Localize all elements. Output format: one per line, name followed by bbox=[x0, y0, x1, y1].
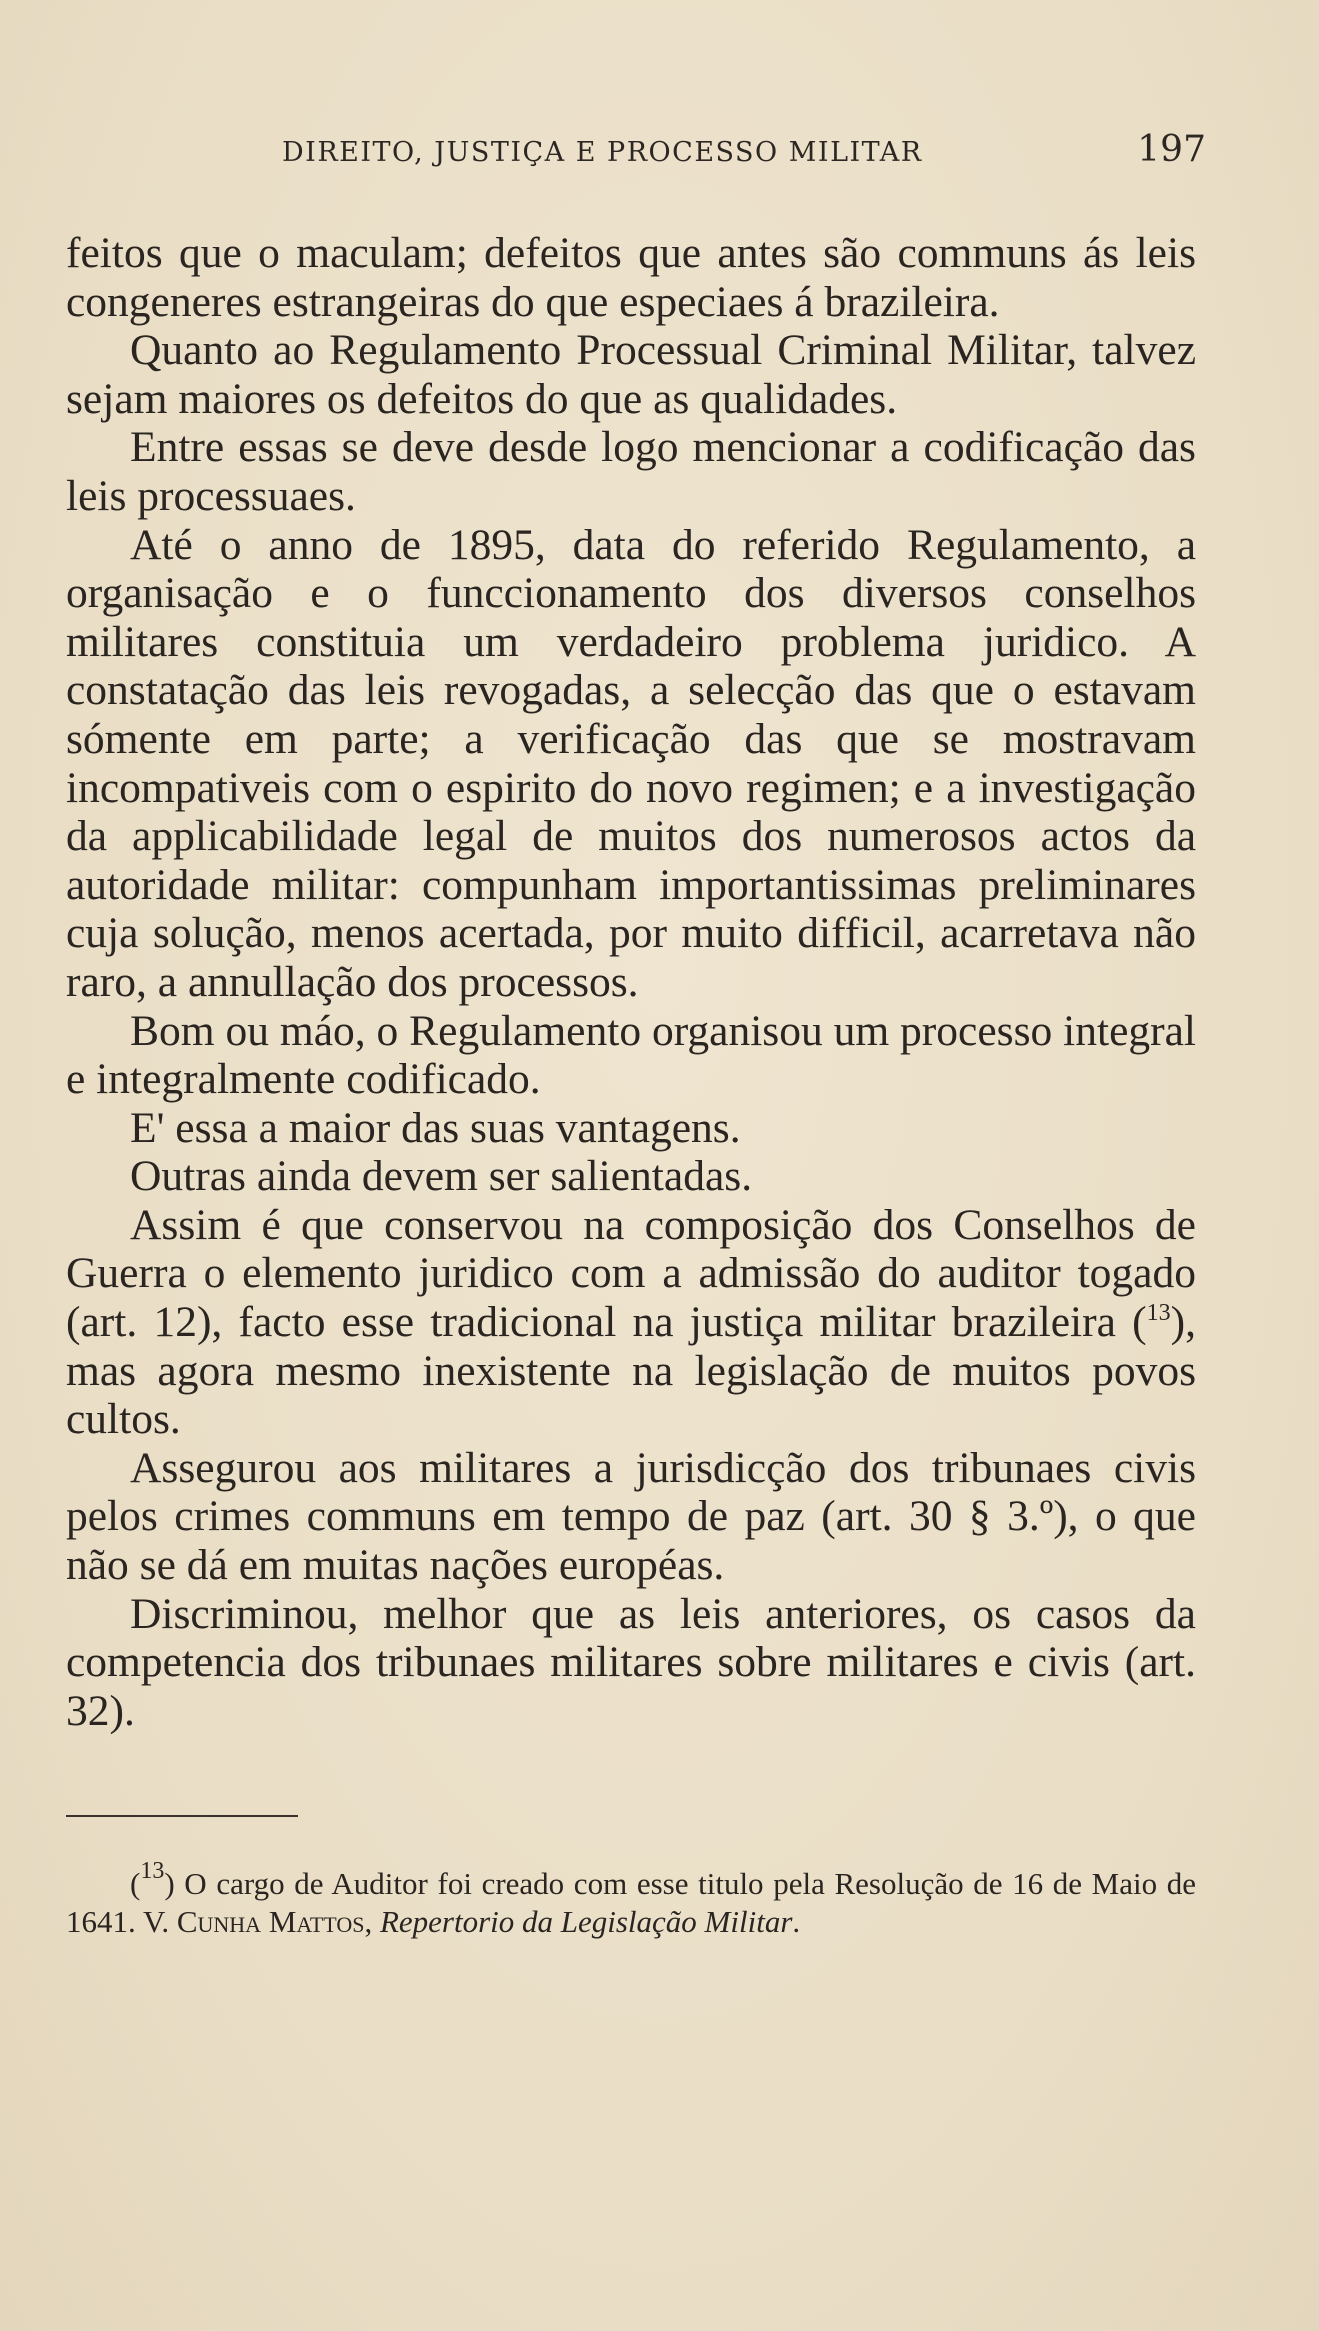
footnote-punct: . bbox=[792, 1904, 801, 1940]
paragraph-with-note-ref bbox=[66, 1201, 1196, 1444]
footnote-paren: ( bbox=[130, 1866, 141, 1902]
footnote bbox=[66, 1858, 1196, 1941]
paragraph: Entre essas se deve desde logo mencionar a codificação das leis processuaes. bbox=[66, 423, 1196, 520]
footnote-marker: 13 bbox=[140, 1858, 165, 1885]
footnote-paren: ) bbox=[164, 1866, 175, 1902]
running-title: DIREITO, JUSTIÇA E PROCESSO MILITAR bbox=[282, 137, 923, 168]
paragraph: Outras ainda devem ser salientadas. bbox=[130, 1152, 753, 1201]
footnote-work-title: Repertorio da Legislação Militar bbox=[379, 1904, 793, 1940]
book-page bbox=[66, 125, 1206, 1941]
running-header bbox=[66, 125, 1206, 185]
footnote-author: Cunha Mattos bbox=[176, 1904, 365, 1940]
paragraph: Bom ou máo, o Regulamento organisou um processo integral e integralmente codificado. bbox=[66, 1006, 1196, 1104]
paragraph: Até o anno de 1895, data do referido Regulamento, a organisação e o funccionamento dos diversos conselhos militares constituia um verdadeiro problema juridico. A constatação das leis revogadas, a selecção das que o estavam sómente em parte; a verificação das que se mostravam incompativeis com o espirito do novo regimen; e a investigação da applicabilidade legal de muitos dos numerosos actos da autoridade militar: compunham importantissimas preliminares cuja solução, menos acertada, por muito difficil, acarretava não raro, a annullação dos processos. bbox=[66, 520, 1196, 1006]
paragraph: Assegurou aos militares a jurisdicção dos tribunaes civis pelos crimes communs em tempo de paz (art. 30 § 3.º), o que não se dá em muitas nações européas. bbox=[66, 1443, 1196, 1590]
paragraph-text: ), mas agora mesmo inexistente na legislação de muitos povos cultos. bbox=[66, 1298, 1196, 1444]
footnote-text: O cargo de Auditor foi creado com esse titulo pela Resolução de 16 de Maio de 1641. V. bbox=[66, 1866, 1196, 1940]
footnote-reference: 13 bbox=[1146, 1300, 1171, 1327]
footnote-separator bbox=[66, 1815, 298, 1817]
paragraph-text: Assim é que conservou na composição dos Conselhos de Guerra o elemento juridico com a admissão do auditor togado (art. 12), facto esse tradicional na justiça militar brazileira ( bbox=[66, 1200, 1196, 1347]
footnote-punct: , bbox=[364, 1904, 380, 1940]
paragraph: Discriminou, melhor que as leis anteriores, os casos da competencia dos tribunaes militares sobre militares e civis (art. 32). bbox=[66, 1589, 1196, 1735]
paragraph: feitos que o maculam; defeitos que antes são communs ás leis congeneres estrangeiras do que especiaes á brazileira. bbox=[66, 229, 1196, 326]
page-number: 197 bbox=[1137, 129, 1206, 170]
paragraph: E' essa a maior das suas vantagens. bbox=[130, 1103, 741, 1152]
body-text bbox=[66, 229, 1196, 1735]
paragraph: Quanto ao Regulamento Processual Criminal Militar, talvez sejam maiores os defeitos do que as qualidades. bbox=[66, 326, 1196, 423]
